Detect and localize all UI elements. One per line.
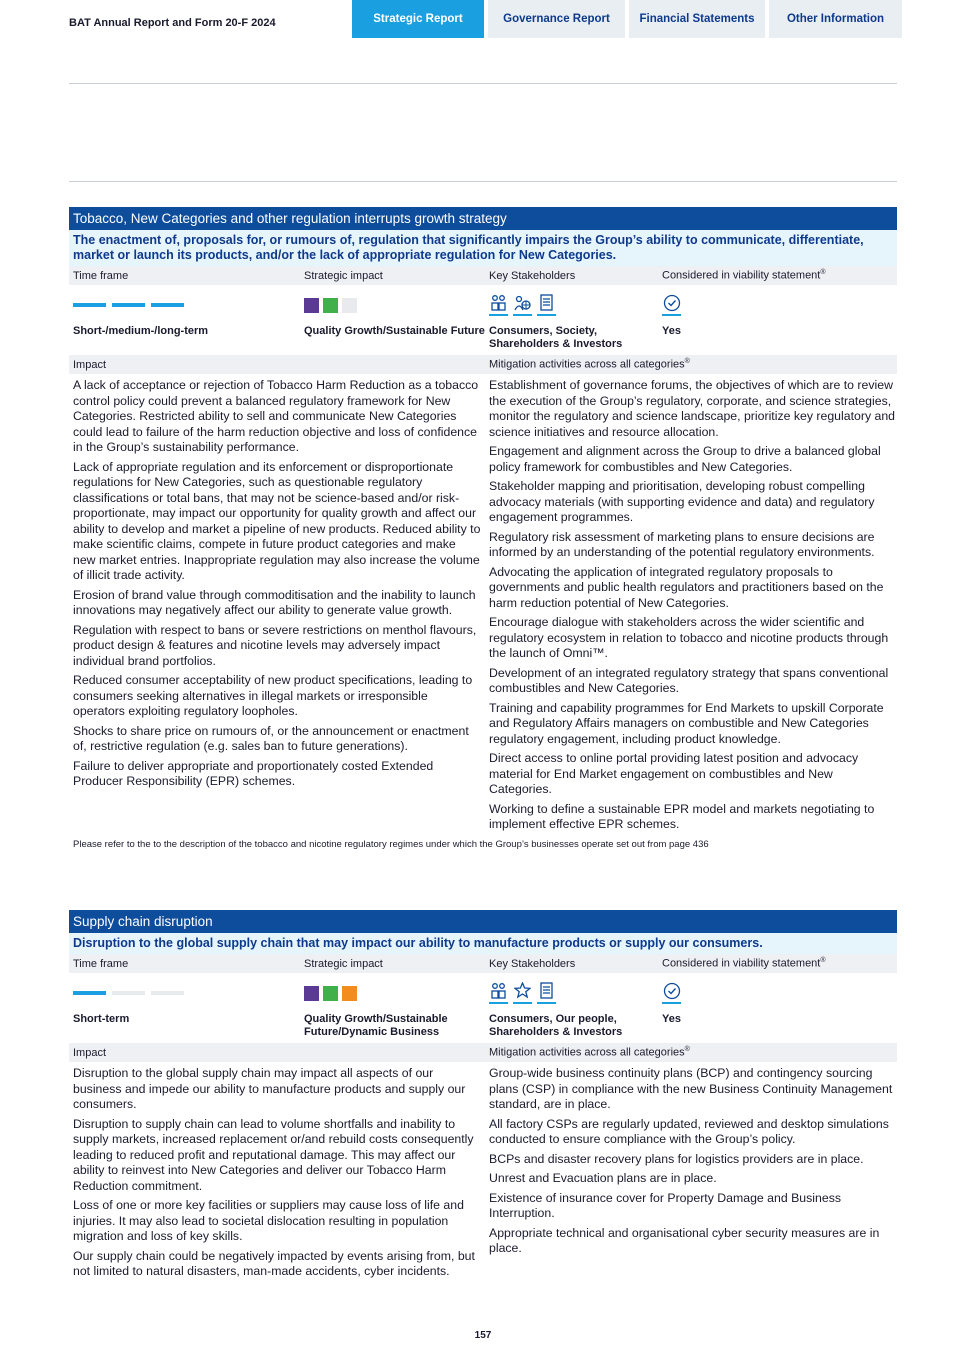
time-frame-bar (151, 303, 184, 307)
impact-paragraph: Reduced consumer acceptability of new product specifications, leading to consumers seeking alternatives in illegal markets or irresponsible operators exploiting regulatory loopholes. (73, 673, 473, 718)
tab-other-information[interactable]: Other Information (769, 0, 902, 38)
impact-paragraph: Lack of appropriate regulation and its enforcement or disproportionate regulations for New Categories, such as questionable regulatory classifications or total bans, that may not be science-based and/or risk-proportionate, may impact our opportunity for quality growth and affect our ability to develop and market a pipeline of new products. Reduced ability to make scientific claims, compete in future product categories and make new market entries. Inappropriate regulation may also increase the volume of illicit trade activity. (73, 459, 481, 582)
mitigation-text (485, 1062, 897, 1280)
check-circle-icon (662, 294, 681, 316)
impact-paragraph: A lack of acceptance or rejection of Tobacco Harm Reduction as a tobacco control policy could prevent a balanced regulatory framework for New Categories. Restricted ability to sell and communicate New Categories could lead to failure of the harm reduction objective and loss of confidence in the Group’s sustainability performance. (73, 378, 479, 454)
impact-text (69, 374, 485, 833)
mitigation-paragraph: Appropriate technical and organisational cyber security measures are in place. (489, 1225, 880, 1255)
divider (69, 181, 897, 182)
mitigation-paragraph: Regulatory risk assessment of marketing plans to ensure decisions are informed by an understanding of the potential regulatory environments. (489, 529, 875, 559)
time-frame-value: Short-term (73, 1013, 130, 1025)
time-frame-bars (73, 991, 300, 995)
quality-growth-square (304, 986, 319, 1001)
strategic-impact-squares (304, 298, 485, 313)
mitigation-paragraph: Training and capability programmes for End Markets to upskill Corporate and Regulatory Affairs managers on combustible and New Categories regulatory engagement, including product knowledge. (489, 700, 884, 746)
key-stakeholders-label: Key Stakeholders (489, 957, 576, 970)
mitigation-paragraph: Unrest and Evacuation plans are in place. (489, 1171, 717, 1185)
mitigation-paragraph: Group-wide business continuity plans (BCP) and contingency sourcing plans (CSP) in compliance with the new Business Continuity Management standard, are in place. (489, 1066, 893, 1111)
risk-title: Tobacco, New Categories and other regulation interrupts growth strategy (69, 207, 897, 230)
shareholders-icon (537, 982, 556, 1004)
document-title: BAT Annual Report and Form 20-F 2024 (69, 17, 276, 29)
mitigation-paragraph: Advocating the application of integrated regulatory proposals to governments and public health regulators and practitioners based on the harm reduction potential of New Categories. (489, 564, 884, 610)
tab-strategic-report[interactable]: Strategic Report (352, 0, 484, 38)
risk-description: Disruption to the global supply chain that may impact our ability to manufacture products or supply our consumers. (69, 933, 897, 954)
impact-paragraph: Regulation with respect to bans or severe restrictions on menthol flavours, product design & features and nicotine levels may adversely impact individual brand portfolios. (73, 622, 477, 668)
time-frame-bar (73, 303, 106, 307)
impact-heading: Impact (73, 1046, 107, 1059)
impact-paragraph: Our supply chain could be negatively impacted by events arising from, but not limited to natural disasters, man-made accidents, cyber incidents. (73, 1248, 475, 1278)
tab-financial-statements[interactable]: Financial Statements (629, 0, 765, 38)
mitigation-paragraph: Development of an integrated regulatory strategy that spans conventional combustibles and New Categories. (489, 665, 889, 695)
dynamic-business-square (342, 986, 357, 1001)
mitigation-heading: Mitigation activities across all categories® (489, 358, 690, 371)
quality-growth-square (304, 298, 319, 313)
section-tabs (352, 0, 902, 38)
mitigation-paragraph: All factory CSPs are regularly updated, reviewed and desktop simulations conducted to ensure compliance with the Group’s policy. (489, 1116, 889, 1146)
time-frame-label: Time frame (73, 957, 129, 970)
strategic-impact-label: Strategic impact (304, 269, 383, 282)
impact-paragraph: Disruption to supply chain can lead to volume shortfalls and inability to supply markets, increased replacement or/and rebuild costs consequently leading to reduced profit and reputational damage. This may affect our ability to reinvest into New Categories and deliver our Tobacco Harm Reduction commitment. (73, 1116, 474, 1193)
impact-paragraph: Erosion of brand value through commoditisation and the inability to launch innovations may negatively affect our ability to generate value growth. (73, 587, 476, 617)
time-frame-bar (151, 991, 184, 995)
mitigation-paragraph: Stakeholder mapping and prioritisation, developing robust compelling advocacy materials (with supporting evidence and data) and regulatory engagement programmes. (489, 479, 875, 524)
risk-regulation (69, 207, 897, 850)
viability-label: Considered in viability statement® (662, 957, 826, 970)
regulatory-note: Please refer to the to the description of the tobacco and nicotine regulatory regimes under which the Group’s businesses operate set out from page 436 (73, 838, 709, 850)
tab-governance-report[interactable]: Governance Report (488, 0, 625, 38)
dynamic-business-square (342, 298, 357, 313)
mitigation-paragraph: Establishment of governance forums, the objectives of which are to review the execution of the Group’s regulatory, corporate, and science strategies, monitor the regulatory and science landscape, prioritize key regulatory and science initiatives and resource allocation. (489, 378, 896, 439)
shareholders-icon (537, 294, 556, 316)
impact-paragraph: Loss of one or more key facilities or suppliers may cause loss of life and injuries. It may also lead to societal dislocation resulting in population migration and loss of key skills. (73, 1198, 464, 1243)
time-frame-bar (112, 991, 145, 995)
column-headers (69, 266, 897, 285)
risk-title: Supply chain disruption (69, 910, 897, 933)
mitigation-paragraph: Encourage dialogue with stakeholders across the wider scientific and regulatory ecosystem in relation to tobacco and nicotine products through the launch of Omni™. (489, 615, 889, 660)
risk-description: The enactment of, proposals for, or rumours of, regulation that significantly impairs the Group’s ability to communicate, differentiate, market or launch its products, and/or the lack of appropriate regulation for New Categories. (69, 230, 897, 266)
viability-label: Considered in viability statement® (662, 269, 826, 282)
sustainable-future-square (323, 986, 338, 1001)
mitigation-paragraph: Existence of insurance cover for Property Damage and Business Interruption. (489, 1190, 842, 1220)
key-stakeholders-label: Key Stakeholders (489, 269, 576, 282)
strategic-impact-label: Strategic impact (304, 957, 383, 970)
time-frame-label: Time frame (73, 269, 129, 282)
mitigation-paragraph: Direct access to online portal providing latest position and advocacy material for End Market engagement on combustibles and New Categories. (489, 751, 859, 796)
stakeholders-value: Consumers, Society, Shareholders & Investors (489, 325, 623, 350)
page-number: 157 (474, 1330, 492, 1341)
stakeholders-value: Consumers, Our people, Shareholders & Investors (489, 1013, 623, 1038)
strategic-impact-squares (304, 986, 485, 1001)
strategic-impact-value: Quality Growth/Sustainable Future/Dynamic Business (304, 1013, 448, 1038)
consumers-icon (489, 294, 508, 316)
time-frame-bar (112, 303, 145, 307)
impact-heading: Impact (73, 358, 107, 371)
impact-paragraph: Failure to deliver appropriate and proportionately costed Extended Producer Responsibility (EPR) schemes. (73, 758, 434, 788)
impact-paragraph: Disruption to the global supply chain may impact all aspects of our business and impede our ability to manufacture products and supply our consumers. (73, 1066, 466, 1111)
mitigation-paragraph: Engagement and alignment across the Group to drive a balanced global policy framework for combustibles and New Categories. (489, 444, 881, 474)
society-icon (513, 294, 532, 316)
mitigation-text (485, 374, 897, 833)
mitigation-paragraph: Working to define a sustainable EPR model and markets negotiating to implement effective EPR schemes. (489, 801, 875, 831)
risk-supply-chain (69, 910, 897, 1280)
strategic-impact-value: Quality Growth/Sustainable Future (304, 325, 485, 337)
time-frame-bar (73, 991, 106, 995)
column-headers (69, 954, 897, 973)
mitigation-heading: Mitigation activities across all categories® (489, 1046, 690, 1059)
viability-value: Yes (662, 325, 681, 337)
sustainable-future-square (323, 298, 338, 313)
our-people-icon (513, 982, 532, 1004)
consumers-icon (489, 982, 508, 1004)
mitigation-paragraph: BCPs and disaster recovery plans for logistics providers are in place. (489, 1151, 864, 1166)
check-circle-icon (662, 982, 681, 1004)
time-frame-value: Short-/medium-/long-term (73, 325, 209, 337)
impact-text (69, 1062, 485, 1280)
viability-value: Yes (662, 1013, 681, 1025)
time-frame-bars (73, 303, 300, 307)
impact-paragraph: Shocks to share price on rumours of, or the announcement or enactment of, restrictive regulation (e.g. sales ban to future generations). (73, 723, 469, 753)
divider (69, 83, 897, 84)
